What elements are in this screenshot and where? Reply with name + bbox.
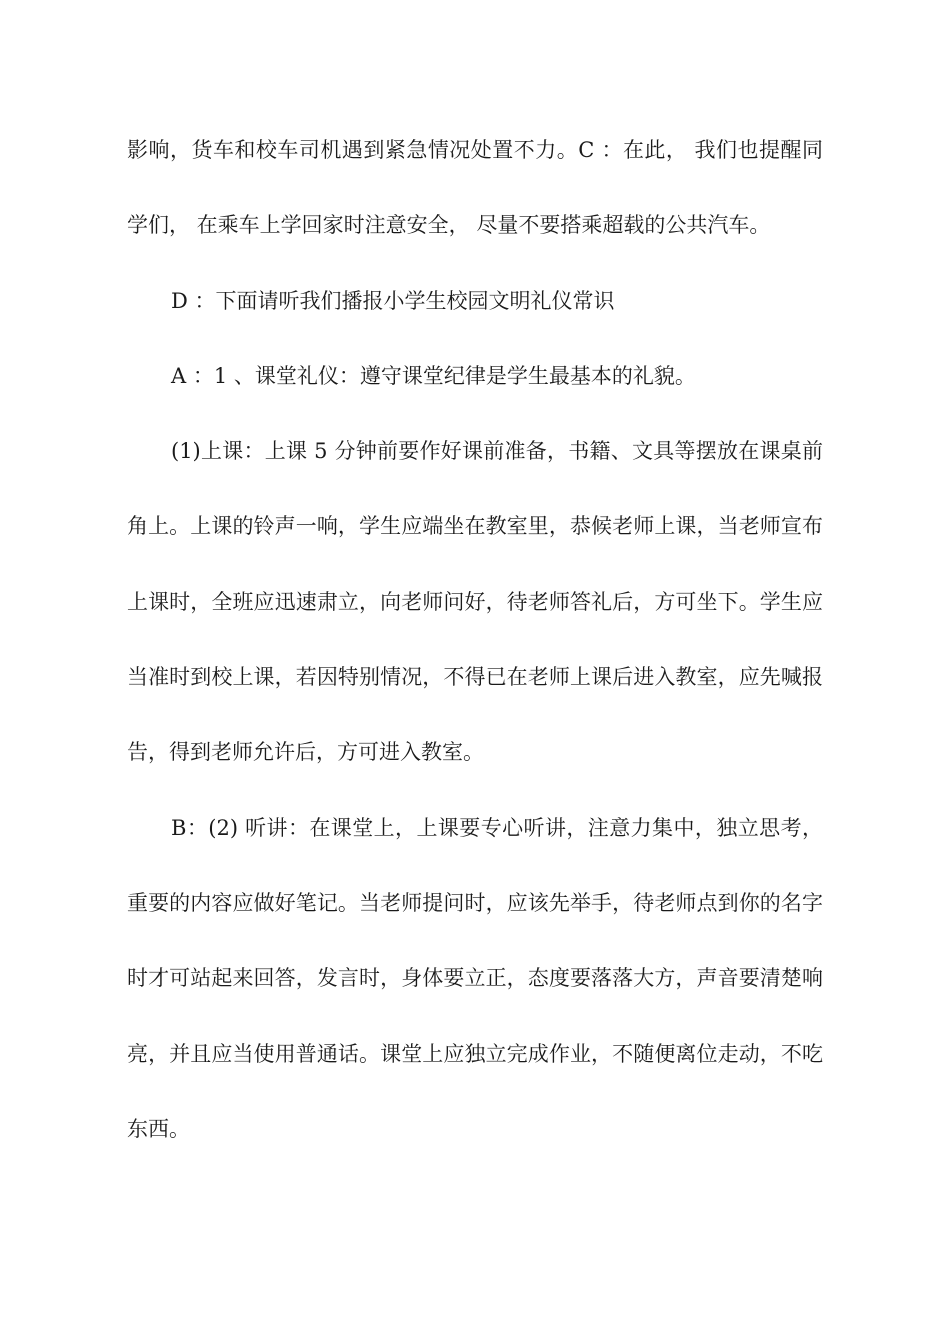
paragraph-2: D ：下面请听我们播报小学生校园文明礼仪常识 [171,288,615,313]
paragraph-3: A ：1 、课堂礼仪：遵守课堂纪律是学生最基本的礼貌。 [171,363,696,388]
paragraph-4: (1)上课：上课 5 分钟前要作好课前准备，书籍、文具等摆放在课桌前角上。上课的铃声一响，学生应端坐在教室里，恭候老师上课，当老师宣布上课时，全班应迅速肃立，向老师问好，待老师答礼后，方可坐下。学生应当准时到校上课，若因特别情况，不得已在老师上课后进入教室，应先喊报告，得到老师允许后，方可进入教室。 [127,439,823,765]
document-body [127,113,823,1167]
paragraph-5: B：(2) 听讲：在课堂上，上课要专心听讲，注意力集中，独立思考，重要的内容应做好笔记。当老师提问时，应该先举手，待老师点到你的名字时才可站起来回答，发言时，身体要立正，态度要落落大方，声音要清楚响亮，并且应当使用普通话。课堂上应独立完成作业，不随便离位走动，不吃东西。 [127,815,823,1141]
paragraph-1: 影响，货车和校车司机遇到紧急情况处置不力。C ：在此， 我们也提醒同学们， 在乘车上学回家时注意安全， 尽量不要搭乘超载的公共汽车。 [127,138,823,238]
